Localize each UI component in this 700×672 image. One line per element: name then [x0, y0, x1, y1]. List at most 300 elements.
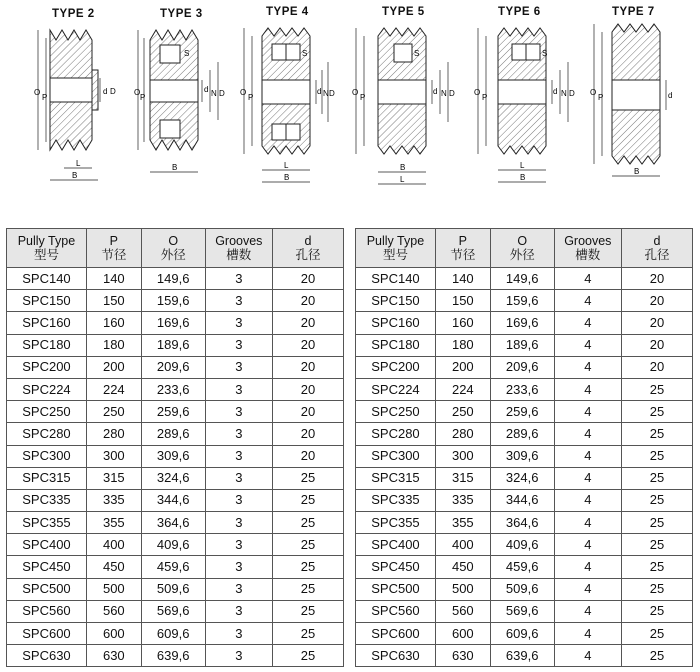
table-row: [356, 600, 693, 622]
cell-model: SPC315: [7, 467, 87, 489]
cell-outer-diameter: 409,6: [141, 534, 205, 556]
cell-model: SPC500: [7, 578, 87, 600]
cell-pitch-diameter: 180: [435, 334, 490, 356]
header-en: Pully Type: [366, 234, 425, 248]
cell-bore: 20: [621, 290, 692, 312]
header-pully-type: [356, 229, 436, 268]
cell-bore: 25: [621, 623, 692, 645]
type-5-label: TYPE 5: [382, 6, 425, 18]
dim-l-t5: L: [400, 175, 405, 184]
dim-d-t6: d: [553, 87, 558, 96]
cell-grooves: 4: [554, 467, 621, 489]
cell-grooves: 4: [554, 600, 621, 622]
type-3-label: TYPE 3: [160, 8, 203, 20]
cell-outer-diameter: 149,6: [490, 268, 554, 290]
cell-outer-diameter: 609,6: [490, 623, 554, 645]
cell-outer-diameter: 209,6: [490, 356, 554, 378]
cell-model: SPC335: [7, 489, 87, 511]
type-4-drawing: [244, 28, 328, 182]
table-row: [7, 378, 344, 400]
cell-pitch-diameter: 500: [435, 578, 490, 600]
cell-bore: 25: [272, 534, 343, 556]
cell-bore: 25: [621, 578, 692, 600]
header-zh: 外径: [509, 248, 535, 262]
cell-model: SPC140: [356, 268, 436, 290]
cell-outer-diameter: 344,6: [141, 489, 205, 511]
cell-grooves: 4: [554, 356, 621, 378]
table-row: [356, 645, 693, 667]
dim-n-t3: N: [211, 89, 217, 98]
table-row: [356, 423, 693, 445]
header-o: [490, 229, 554, 268]
cell-grooves: 3: [205, 600, 272, 622]
cell-grooves: 3: [205, 489, 272, 511]
cell-bore: 20: [621, 356, 692, 378]
cell-outer-diameter: 639,6: [490, 645, 554, 667]
header-en: Grooves: [564, 234, 612, 248]
header-en: d: [653, 234, 661, 248]
dim-n-t5: N: [441, 89, 447, 98]
dim-b-t6: B: [520, 173, 526, 182]
dim-o-t3: O: [134, 88, 141, 97]
cell-bore: 20: [621, 334, 692, 356]
cell-model: SPC450: [356, 556, 436, 578]
cell-pitch-diameter: 600: [86, 623, 141, 645]
cell-grooves: 3: [205, 312, 272, 334]
cell-bore: 25: [272, 489, 343, 511]
cell-pitch-diameter: 315: [86, 467, 141, 489]
dim-o-t6: O: [474, 88, 481, 97]
table-body: [356, 268, 693, 667]
cell-grooves: 3: [205, 645, 272, 667]
dim-d-t4: d: [317, 87, 322, 96]
cell-grooves: 3: [205, 378, 272, 400]
cell-pitch-diameter: 335: [435, 489, 490, 511]
cell-model: SPC600: [7, 623, 87, 645]
header-pully-type: [7, 229, 87, 268]
cell-pitch-diameter: 140: [86, 268, 141, 290]
cell-pitch-diameter: 300: [86, 445, 141, 467]
type-7-label: TYPE 7: [612, 6, 655, 18]
cell-bore: 25: [621, 467, 692, 489]
cell-grooves: 3: [205, 334, 272, 356]
dim-s-t5: S: [414, 49, 420, 58]
cell-model: SPC400: [356, 534, 436, 556]
cell-grooves: 3: [205, 534, 272, 556]
cell-grooves: 3: [205, 512, 272, 534]
cell-model: SPC300: [356, 445, 436, 467]
table-row: [356, 268, 693, 290]
cell-outer-diameter: 189,6: [141, 334, 205, 356]
dim-l-t4: L: [284, 161, 289, 170]
cell-grooves: 3: [205, 290, 272, 312]
cell-pitch-diameter: 560: [86, 600, 141, 622]
cell-outer-diameter: 324,6: [141, 467, 205, 489]
cell-outer-diameter: 364,6: [141, 512, 205, 534]
header-grooves: [205, 229, 272, 268]
dim-big-d-t6: D: [569, 89, 575, 98]
cell-bore: 20: [621, 268, 692, 290]
cell-outer-diameter: 509,6: [141, 578, 205, 600]
cell-model: SPC335: [356, 489, 436, 511]
dim-b-t5: B: [400, 163, 406, 172]
cell-outer-diameter: 169,6: [141, 312, 205, 334]
table-row: [7, 423, 344, 445]
dim-d-t5: d: [433, 87, 438, 96]
cell-outer-diameter: 233,6: [490, 378, 554, 400]
spec-table-4-grooves: [355, 228, 693, 667]
cell-outer-diameter: 324,6: [490, 467, 554, 489]
cell-grooves: 3: [205, 445, 272, 467]
cell-pitch-diameter: 450: [435, 556, 490, 578]
cell-pitch-diameter: 200: [86, 356, 141, 378]
cell-bore: 25: [621, 401, 692, 423]
cell-model: SPC630: [356, 645, 436, 667]
cell-outer-diameter: 233,6: [141, 378, 205, 400]
cell-pitch-diameter: 280: [86, 423, 141, 445]
cell-pitch-diameter: 400: [86, 534, 141, 556]
dim-o-t5: O: [352, 88, 359, 97]
cell-model: SPC160: [356, 312, 436, 334]
cell-outer-diameter: 169,6: [490, 312, 554, 334]
cell-model: SPC630: [7, 645, 87, 667]
table-row: [7, 645, 344, 667]
cell-pitch-diameter: 400: [435, 534, 490, 556]
cell-bore: 25: [272, 578, 343, 600]
dim-s-t3: S: [184, 49, 190, 58]
table-row: [7, 623, 344, 645]
cell-model: SPC560: [356, 600, 436, 622]
cell-pitch-diameter: 224: [86, 378, 141, 400]
type-6-label: TYPE 6: [498, 6, 541, 18]
cell-grooves: 3: [205, 556, 272, 578]
cell-outer-diameter: 309,6: [141, 445, 205, 467]
dim-big-d-t5: D: [449, 89, 455, 98]
cell-pitch-diameter: 250: [435, 401, 490, 423]
cell-bore: 25: [621, 489, 692, 511]
header-zh: 槽数: [575, 248, 601, 262]
header-d: [621, 229, 692, 268]
cell-model: SPC600: [356, 623, 436, 645]
dim-o-t7: O: [590, 88, 597, 97]
table-row: [7, 556, 344, 578]
cell-grooves: 3: [205, 578, 272, 600]
cell-grooves: 4: [554, 645, 621, 667]
table-body: [7, 268, 344, 667]
cell-bore: 20: [272, 423, 343, 445]
cell-bore: 25: [272, 600, 343, 622]
cell-model: SPC160: [7, 312, 87, 334]
cell-grooves: 4: [554, 312, 621, 334]
header-zh: 型号: [33, 248, 59, 262]
cell-pitch-diameter: 250: [86, 401, 141, 423]
cell-bore: 20: [272, 312, 343, 334]
dim-p-t6: P: [482, 93, 488, 102]
cell-outer-diameter: 289,6: [490, 423, 554, 445]
cell-outer-diameter: 569,6: [490, 600, 554, 622]
cell-pitch-diameter: 160: [435, 312, 490, 334]
type-5-drawing: [356, 28, 448, 184]
cell-bore: 25: [621, 378, 692, 400]
cell-pitch-diameter: 180: [86, 334, 141, 356]
table-row: [7, 334, 344, 356]
table-row: [356, 401, 693, 423]
cell-model: SPC180: [356, 334, 436, 356]
cell-model: SPC280: [356, 423, 436, 445]
cell-pitch-diameter: 560: [435, 600, 490, 622]
dim-p-t3: P: [140, 93, 146, 102]
dim-b-t3: B: [172, 163, 178, 172]
cell-bore: 25: [621, 600, 692, 622]
table-row: [7, 445, 344, 467]
dim-n-t4: N: [323, 89, 329, 98]
dim-l-t2: L: [76, 159, 81, 168]
table-row: [7, 268, 344, 290]
cell-model: SPC315: [356, 467, 436, 489]
dim-d-t2: d: [103, 87, 108, 96]
cell-pitch-diameter: 335: [86, 489, 141, 511]
cell-outer-diameter: 459,6: [490, 556, 554, 578]
cell-model: SPC560: [7, 600, 87, 622]
dim-l-t6: L: [520, 161, 525, 170]
table-row: [7, 290, 344, 312]
cell-bore: 25: [272, 623, 343, 645]
type-7-drawing: [594, 24, 666, 176]
dim-p-t7: P: [598, 93, 604, 102]
cell-pitch-diameter: 355: [435, 512, 490, 534]
cell-pitch-diameter: 500: [86, 578, 141, 600]
cell-model: SPC355: [356, 512, 436, 534]
header-zh: 槽数: [226, 248, 252, 262]
header-o: [141, 229, 205, 268]
cell-grooves: 3: [205, 623, 272, 645]
cell-outer-diameter: 364,6: [490, 512, 554, 534]
cell-grooves: 3: [205, 423, 272, 445]
cell-bore: 25: [272, 556, 343, 578]
cell-outer-diameter: 309,6: [490, 445, 554, 467]
cell-model: SPC200: [7, 356, 87, 378]
cell-pitch-diameter: 630: [435, 645, 490, 667]
cell-model: SPC280: [7, 423, 87, 445]
type-3-drawing: [138, 30, 218, 172]
cell-model: SPC400: [7, 534, 87, 556]
cell-pitch-diameter: 200: [435, 356, 490, 378]
dim-o-t2: O: [34, 88, 41, 97]
type-2-drawing: [38, 30, 100, 180]
cell-grooves: 4: [554, 445, 621, 467]
pulley-type-diagrams: [0, 0, 700, 200]
dim-b-t2: B: [72, 171, 78, 180]
cell-model: SPC450: [7, 556, 87, 578]
dim-p-t5: P: [360, 93, 366, 102]
cell-grooves: 3: [205, 467, 272, 489]
header-en: P: [458, 234, 467, 248]
dim-p-t4: P: [248, 93, 254, 102]
cell-pitch-diameter: 150: [86, 290, 141, 312]
table-row: [356, 578, 693, 600]
cell-pitch-diameter: 280: [435, 423, 490, 445]
cell-bore: 20: [272, 401, 343, 423]
cell-bore: 20: [272, 378, 343, 400]
type-2-label: TYPE 2: [52, 8, 95, 20]
header-en: P: [109, 234, 118, 248]
cell-bore: 25: [621, 445, 692, 467]
dim-n-t6: N: [561, 89, 567, 98]
cell-grooves: 4: [554, 378, 621, 400]
dim-big-d-t4: D: [329, 89, 335, 98]
cell-outer-diameter: 189,6: [490, 334, 554, 356]
cell-model: SPC224: [7, 378, 87, 400]
dim-p-t2: P: [42, 93, 48, 102]
cell-outer-diameter: 409,6: [490, 534, 554, 556]
cell-grooves: 4: [554, 334, 621, 356]
table-row: [7, 512, 344, 534]
cell-bore: 25: [272, 512, 343, 534]
cell-pitch-diameter: 224: [435, 378, 490, 400]
header-en: Pully Type: [17, 234, 76, 248]
table-row: [7, 534, 344, 556]
header-zh: 节径: [101, 248, 127, 262]
cell-pitch-diameter: 160: [86, 312, 141, 334]
cell-bore: 25: [621, 423, 692, 445]
cell-outer-diameter: 289,6: [141, 423, 205, 445]
cell-model: SPC180: [7, 334, 87, 356]
cell-model: SPC250: [356, 401, 436, 423]
pulley-drawings: [0, 0, 700, 200]
header-p: [86, 229, 141, 268]
table-row: [356, 467, 693, 489]
cell-model: SPC200: [356, 356, 436, 378]
dim-s-t6: S: [542, 49, 548, 58]
type-6-drawing: [478, 28, 568, 182]
header-p: [435, 229, 490, 268]
table-row: [7, 600, 344, 622]
header-zh: 型号: [382, 248, 408, 262]
cell-outer-diameter: 209,6: [141, 356, 205, 378]
header-zh: 孔径: [644, 248, 670, 262]
cell-bore: 25: [621, 512, 692, 534]
header-en: O: [168, 234, 179, 248]
header-en: Grooves: [215, 234, 263, 248]
cell-bore: 25: [272, 467, 343, 489]
cell-pitch-diameter: 355: [86, 512, 141, 534]
cell-outer-diameter: 609,6: [141, 623, 205, 645]
cell-bore: 25: [272, 645, 343, 667]
dim-b-t4: B: [284, 173, 290, 182]
table-row: [7, 489, 344, 511]
cell-grooves: 4: [554, 623, 621, 645]
cell-grooves: 4: [554, 290, 621, 312]
cell-grooves: 4: [554, 512, 621, 534]
table-row: [7, 467, 344, 489]
cell-model: SPC150: [356, 290, 436, 312]
cell-bore: 20: [272, 356, 343, 378]
table-row: [356, 445, 693, 467]
table-row: [7, 401, 344, 423]
table-row: [7, 312, 344, 334]
header-en: d: [304, 234, 312, 248]
table-row: [356, 290, 693, 312]
table-row: [356, 534, 693, 556]
dim-big-d-t2: D: [110, 87, 116, 96]
cell-grooves: 4: [554, 423, 621, 445]
cell-bore: 20: [272, 445, 343, 467]
cell-outer-diameter: 509,6: [490, 578, 554, 600]
cell-grooves: 3: [205, 356, 272, 378]
cell-model: SPC150: [7, 290, 87, 312]
cell-model: SPC355: [7, 512, 87, 534]
cell-outer-diameter: 259,6: [490, 401, 554, 423]
table-row: [356, 312, 693, 334]
cell-pitch-diameter: 450: [86, 556, 141, 578]
table-row: [7, 578, 344, 600]
cell-grooves: 4: [554, 534, 621, 556]
cell-grooves: 4: [554, 268, 621, 290]
cell-outer-diameter: 344,6: [490, 489, 554, 511]
cell-bore: 20: [621, 312, 692, 334]
cell-pitch-diameter: 630: [86, 645, 141, 667]
table-row: [356, 334, 693, 356]
cell-outer-diameter: 159,6: [490, 290, 554, 312]
cell-model: SPC500: [356, 578, 436, 600]
header-zh: 孔径: [295, 248, 321, 262]
dim-d-t7: d: [668, 91, 673, 100]
cell-model: SPC224: [356, 378, 436, 400]
dim-o-t4: O: [240, 88, 247, 97]
cell-pitch-diameter: 300: [435, 445, 490, 467]
cell-model: SPC300: [7, 445, 87, 467]
cell-bore: 20: [272, 290, 343, 312]
cell-bore: 25: [621, 534, 692, 556]
cell-outer-diameter: 149,6: [141, 268, 205, 290]
cell-grooves: 4: [554, 578, 621, 600]
header-zh: 节径: [450, 248, 476, 262]
cell-outer-diameter: 259,6: [141, 401, 205, 423]
cell-grooves: 4: [554, 401, 621, 423]
table-row: [356, 623, 693, 645]
dim-big-d-t3: D: [219, 89, 225, 98]
cell-grooves: 4: [554, 489, 621, 511]
cell-pitch-diameter: 600: [435, 623, 490, 645]
header-d: [272, 229, 343, 268]
table-header-row: [7, 229, 344, 268]
table-row: [7, 356, 344, 378]
header-zh: 外径: [160, 248, 186, 262]
cell-bore: 25: [621, 556, 692, 578]
table-row: [356, 556, 693, 578]
cell-pitch-diameter: 150: [435, 290, 490, 312]
cell-bore: 20: [272, 334, 343, 356]
cell-outer-diameter: 569,6: [141, 600, 205, 622]
cell-model: SPC140: [7, 268, 87, 290]
table-row: [356, 489, 693, 511]
cell-bore: 25: [621, 645, 692, 667]
header-en: O: [517, 234, 528, 248]
cell-pitch-diameter: 140: [435, 268, 490, 290]
cell-outer-diameter: 159,6: [141, 290, 205, 312]
table-row: [356, 512, 693, 534]
table-header-row: [356, 229, 693, 268]
cell-grooves: 3: [205, 401, 272, 423]
cell-outer-diameter: 459,6: [141, 556, 205, 578]
dim-b-t7: B: [634, 167, 640, 176]
dim-d-t3: d: [204, 85, 209, 94]
cell-model: SPC250: [7, 401, 87, 423]
table-row: [356, 378, 693, 400]
type-4-label: TYPE 4: [266, 6, 309, 18]
cell-outer-diameter: 639,6: [141, 645, 205, 667]
dim-s-t4: S: [302, 49, 308, 58]
